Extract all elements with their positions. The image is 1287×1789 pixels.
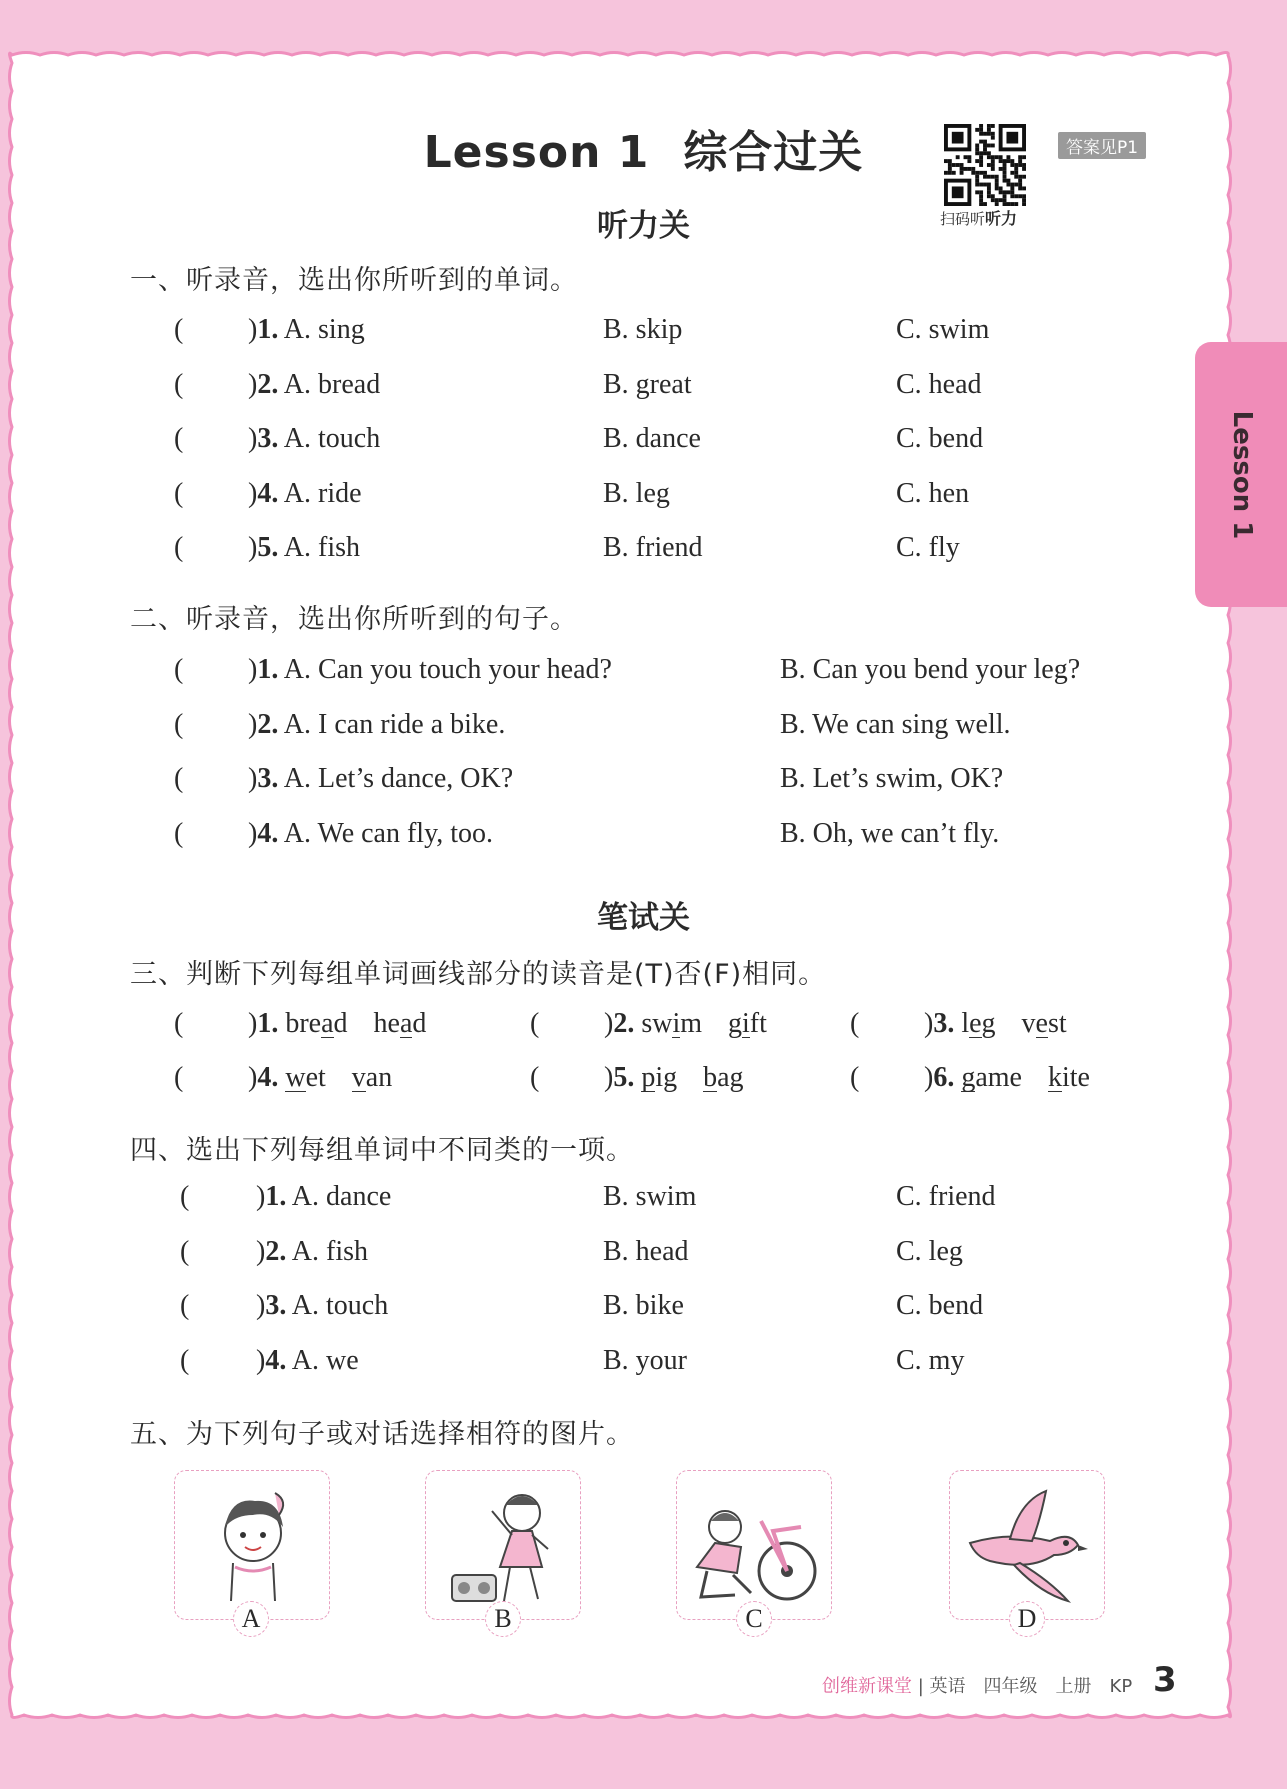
word-part: ft xyxy=(749,1008,767,1039)
option-b: B. swim xyxy=(603,1181,697,1212)
option-a: A. touch xyxy=(283,423,381,454)
option-a: A. fish xyxy=(283,532,361,563)
word-part: m xyxy=(680,1008,703,1039)
word-1 xyxy=(285,1062,325,1093)
option-b: B. head xyxy=(603,1235,689,1267)
answer-blank-close: ) xyxy=(248,368,258,400)
option-a: A. sing xyxy=(283,314,365,345)
question-number: 5. xyxy=(613,1062,635,1093)
written-section-title: 笔试关 xyxy=(597,900,690,936)
question-number: 1. xyxy=(257,314,279,345)
underlined-letters: e xyxy=(969,1008,982,1039)
qr-code-icon[interactable] xyxy=(944,124,1026,206)
underlined-letters: k xyxy=(1047,1062,1062,1093)
word-1 xyxy=(961,1062,1022,1093)
picture-label-b: B xyxy=(485,1601,521,1637)
word-part: v xyxy=(1021,1008,1036,1039)
question-stem xyxy=(248,1008,426,1040)
answer-blank-close: ) xyxy=(604,1008,614,1039)
question-number: 5. xyxy=(257,532,279,563)
word-2 xyxy=(352,1062,392,1093)
answer-blank-close: ) xyxy=(924,1008,934,1039)
question-stem xyxy=(248,709,505,741)
option-c: C. fly xyxy=(896,532,960,563)
question-number: 4. xyxy=(257,1062,279,1093)
underlined-letters: i xyxy=(742,1008,750,1039)
answer-blank-close: ) xyxy=(248,1062,258,1093)
question-number: 1. xyxy=(257,654,279,685)
question-stem xyxy=(604,1062,744,1094)
option-a: A. touch xyxy=(291,1290,389,1321)
option-b: B. your xyxy=(603,1344,687,1376)
side-tab-label: Lesson 1 xyxy=(1227,410,1257,540)
answer-blank: ( xyxy=(530,1062,540,1093)
question-stem xyxy=(248,532,360,564)
question-number: 2. xyxy=(257,368,279,400)
word-2 xyxy=(374,1008,427,1039)
underlined-letters: g xyxy=(961,1062,976,1093)
word-2 xyxy=(728,1008,767,1039)
question-number: 6. xyxy=(933,1062,955,1093)
answer-blank-close: ) xyxy=(248,477,258,509)
answer-blank-close: ) xyxy=(248,314,258,345)
option-c: C. bend xyxy=(896,1290,984,1321)
word-part: bre xyxy=(285,1008,322,1039)
question-stem xyxy=(248,369,380,401)
option-c: C. friend xyxy=(896,1181,996,1212)
question-number: 4. xyxy=(257,477,279,509)
answer-blank-open: ( xyxy=(180,1344,190,1376)
part2-heading: 二、听录音，选出你所听到的句子。 xyxy=(130,604,578,635)
page-number: 3 xyxy=(1153,1660,1177,1700)
option-a: A. dance xyxy=(291,1181,392,1212)
word-part: g xyxy=(728,1008,743,1039)
answer-blank-open: ( xyxy=(174,314,184,345)
option-b: B. Oh, we can’t fly. xyxy=(780,817,1000,849)
answer-blank: ( xyxy=(530,1008,540,1039)
word-part: ite xyxy=(1061,1062,1090,1093)
word-part: an xyxy=(365,1062,393,1093)
word-part: g xyxy=(981,1008,996,1039)
word-part: l xyxy=(961,1008,970,1039)
answer-blank-close: ) xyxy=(256,1235,266,1267)
answer-blank-close: ) xyxy=(248,532,258,563)
answer-blank-close: ) xyxy=(924,1062,934,1093)
picture-label-a: A xyxy=(233,1601,269,1637)
option-b: B. friend xyxy=(603,532,703,563)
underlined-letters: p xyxy=(641,1062,656,1093)
answer-blank-close: ) xyxy=(248,654,258,685)
question-number: 2. xyxy=(257,708,279,740)
underlined-letters: v xyxy=(351,1062,366,1093)
question-number: 1. xyxy=(265,1181,287,1212)
question-stem xyxy=(604,1008,767,1040)
word-part: he xyxy=(373,1008,400,1039)
question-stem xyxy=(256,1290,388,1322)
underlined-letters: w xyxy=(285,1062,306,1093)
question-stem xyxy=(256,1345,359,1377)
part1-heading: 一、听录音，选出你所听到的单词。 xyxy=(130,265,578,296)
option-b: B. dance xyxy=(603,423,701,454)
option-a: A. We can fly, too. xyxy=(283,817,494,849)
answer-blank-close: ) xyxy=(248,1008,258,1039)
question-stem xyxy=(248,818,493,850)
answer-blank-open: ( xyxy=(180,1235,190,1267)
question-stem xyxy=(924,1062,1090,1094)
girl-dancing-radio-icon xyxy=(426,1471,580,1619)
option-a: A. I can ride a bike. xyxy=(283,708,506,740)
question-number: 4. xyxy=(265,1344,287,1376)
picture-label-d: D xyxy=(1009,1601,1045,1637)
answer-blank-open: ( xyxy=(174,763,184,794)
word-2 xyxy=(1048,1062,1090,1093)
question-number: 3. xyxy=(265,1290,287,1321)
answer-blank: ( xyxy=(174,1062,184,1093)
answer-blank-open: ( xyxy=(174,423,184,454)
answer-blank-close: ) xyxy=(604,1062,614,1093)
qr-caption: 扫码听听力 xyxy=(940,209,1018,228)
part4-heading: 四、选出下列每组单词中不同类的一项。 xyxy=(130,1135,634,1166)
answer-blank-close: ) xyxy=(256,1181,266,1212)
title-english: Lesson 1 xyxy=(423,127,650,178)
word-part: ig xyxy=(655,1062,678,1093)
answer-blank: ( xyxy=(850,1062,860,1093)
option-c: C. head xyxy=(896,368,982,400)
question-number: 3. xyxy=(933,1008,955,1039)
answer-blank-close: ) xyxy=(248,708,258,740)
answer-blank-close: ) xyxy=(248,817,258,849)
word-part: st xyxy=(1047,1008,1067,1039)
question-number: 3. xyxy=(257,763,279,794)
word-part: et xyxy=(305,1062,326,1093)
word-2 xyxy=(1022,1008,1067,1039)
underlined-letters: i xyxy=(672,1008,681,1039)
option-a: A. we xyxy=(291,1344,359,1376)
option-b: B. Let’s swim, OK? xyxy=(780,763,1004,794)
answer-reference-badge: 答案见P1 xyxy=(1058,132,1146,159)
question-stem xyxy=(248,763,513,795)
option-c: C. leg xyxy=(896,1235,963,1267)
answer-blank-open: ( xyxy=(174,817,184,849)
word-part: sw xyxy=(641,1008,673,1039)
question-number: 3. xyxy=(257,423,279,454)
footer-brand: 创维新课堂 xyxy=(822,1676,912,1697)
option-a: A. Let’s dance, OK? xyxy=(283,763,514,794)
answer-blank: ( xyxy=(850,1008,860,1039)
option-a: A. bread xyxy=(283,368,381,400)
option-a: A. ride xyxy=(283,477,362,509)
answer-blank-open: ( xyxy=(180,1181,190,1212)
question-stem xyxy=(924,1008,1067,1040)
answer-blank-open: ( xyxy=(174,368,184,400)
flying-bird-icon xyxy=(950,1471,1104,1619)
option-b: B. We can sing well. xyxy=(780,708,1011,740)
boy-fallen-bike-icon xyxy=(677,1471,831,1619)
word-1 xyxy=(961,1008,995,1039)
option-c: C. bend xyxy=(896,423,984,454)
word-part: d xyxy=(333,1008,348,1039)
answer-blank-close: ) xyxy=(248,423,258,454)
underlined-letters: b xyxy=(703,1062,718,1093)
option-b: B. leg xyxy=(603,477,670,509)
question-stem xyxy=(248,478,362,510)
question-number: 2. xyxy=(613,1008,635,1039)
title-chinese: 综合过关 xyxy=(683,127,864,178)
girl-touching-head-icon xyxy=(175,1471,329,1619)
underlined-letters: a xyxy=(399,1008,413,1039)
answer-blank-open: ( xyxy=(174,477,184,509)
word-part: d xyxy=(412,1008,427,1039)
option-c: C. my xyxy=(896,1344,965,1376)
answer-blank-close: ) xyxy=(256,1290,266,1321)
picture-card-b[interactable] xyxy=(425,1470,581,1620)
word-1 xyxy=(641,1008,702,1039)
answer-blank-close: ) xyxy=(248,763,258,794)
word-part: ame xyxy=(975,1062,1022,1093)
question-stem xyxy=(248,654,612,686)
option-c: C. hen xyxy=(896,477,970,509)
question-stem xyxy=(256,1236,368,1268)
question-stem xyxy=(248,314,365,346)
option-b: B. bike xyxy=(603,1290,684,1321)
word-1 xyxy=(641,1062,677,1093)
picture-card-d[interactable] xyxy=(949,1470,1105,1620)
question-number: 1. xyxy=(257,1008,279,1039)
listening-section-title: 听力关 xyxy=(597,208,690,244)
answer-blank-open: ( xyxy=(174,532,184,563)
word-part: ag xyxy=(717,1062,744,1093)
picture-card-c[interactable] xyxy=(676,1470,832,1620)
picture-label-c: C xyxy=(736,1601,772,1637)
option-a: A. Can you touch your head? xyxy=(283,654,612,685)
underlined-letters: e xyxy=(1035,1008,1048,1039)
footer-text: 创维新课堂 | 英语 四年级 上册 KP xyxy=(822,1676,1133,1697)
answer-blank-open: ( xyxy=(174,708,184,740)
question-number: 2. xyxy=(265,1235,287,1267)
word-2 xyxy=(703,1062,743,1093)
question-number: 4. xyxy=(257,817,279,849)
question-stem xyxy=(248,1062,392,1094)
option-b: B. skip xyxy=(603,314,683,345)
part5-heading: 五、为下列句子或对话选择相符的图片。 xyxy=(130,1419,634,1450)
underlined-letters: a xyxy=(321,1008,334,1039)
option-c: C. swim xyxy=(896,314,990,345)
option-a: A. fish xyxy=(291,1235,369,1267)
picture-card-a[interactable] xyxy=(174,1470,330,1620)
answer-blank: ( xyxy=(174,1008,184,1039)
footer-subject: 英语 四年级 上册 KP xyxy=(929,1676,1133,1697)
option-b: B. Can you bend your leg? xyxy=(780,654,1081,685)
question-stem xyxy=(248,423,380,455)
question-stem xyxy=(256,1181,391,1213)
answer-blank-open: ( xyxy=(174,654,184,685)
option-b: B. great xyxy=(603,368,692,400)
answer-blank-open: ( xyxy=(180,1290,190,1321)
part3-heading: 三、判断下列每组单词画线部分的读音是(T)否(F)相同。 xyxy=(130,959,827,990)
answer-blank-close: ) xyxy=(256,1344,266,1376)
word-1 xyxy=(285,1008,347,1039)
